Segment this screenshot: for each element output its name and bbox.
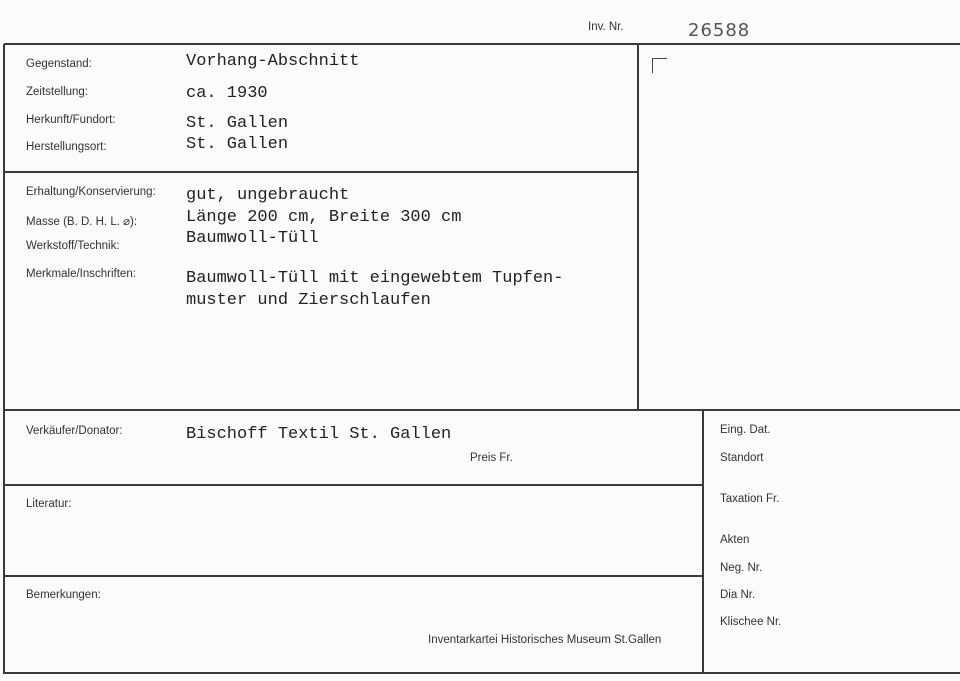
eing-dat-label: Eing. Dat.	[720, 424, 771, 436]
inv-number: 26588	[688, 20, 751, 41]
rule-top	[4, 43, 960, 45]
masse-value: Länge 200 cm, Breite 300 cm	[186, 208, 462, 227]
rule-verkaeufer-bottom	[4, 484, 703, 486]
merkmale-value-line2: muster und Zierschlaufen	[186, 291, 431, 310]
zeitstellung-label: Zeitstellung:	[26, 86, 89, 98]
rule-upper-right-divider	[637, 44, 639, 411]
literatur-label: Literatur:	[26, 498, 72, 510]
rule-upper-bottom	[4, 409, 960, 411]
rule-literatur-bottom	[4, 575, 703, 577]
rule-object-section	[4, 171, 638, 173]
klischee-nr-label: Klischee Nr.	[720, 616, 782, 628]
bemerkungen-label: Bemerkungen:	[26, 589, 101, 601]
herstellungsort-label: Herstellungsort:	[26, 141, 107, 153]
gegenstand-label: Gegenstand:	[26, 58, 92, 70]
gegenstand-value: Vorhang-Abschnitt	[186, 52, 360, 71]
herkunft-label: Herkunft/Fundort:	[26, 114, 116, 126]
erhaltung-value: gut, ungebraucht	[186, 186, 350, 205]
corner-mark-icon	[652, 58, 667, 73]
akten-label: Akten	[720, 534, 750, 546]
herkunft-value: St. Gallen	[186, 114, 289, 133]
masse-label: Masse (B. D. H. L. ⌀):	[26, 216, 138, 228]
verkaeufer-value: Bischoff Textil St. Gallen	[186, 425, 452, 444]
taxation-label: Taxation Fr.	[720, 493, 780, 505]
verkaeufer-label: Verkäufer/Donator:	[26, 425, 123, 437]
merkmale-value-line1: Baumwoll-Tüll mit eingewebtem Tupfen-	[186, 269, 564, 288]
merkmale-label: Merkmale/Inschriften:	[26, 268, 136, 280]
standort-label: Standort	[720, 452, 764, 464]
werkstoff-value: Baumwoll-Tüll	[186, 229, 319, 248]
preis-label: Preis Fr.	[470, 452, 513, 464]
rule-lower-right-divider	[702, 410, 704, 674]
werkstoff-label: Werkstoff/Technik:	[26, 240, 120, 252]
herstellungsort-value: St. Gallen	[186, 135, 289, 154]
dia-nr-label: Dia Nr.	[720, 589, 756, 601]
footer-imprint: Inventarkartei Historisches Museum St.Gallen	[428, 634, 662, 646]
rule-bottom	[4, 672, 960, 674]
rule-left-edge	[3, 44, 5, 674]
erhaltung-label: Erhaltung/Konservierung:	[26, 186, 156, 198]
zeitstellung-value: ca. 1930	[186, 84, 268, 103]
inv-nr-label: Inv. Nr.	[588, 21, 624, 33]
neg-nr-label: Neg. Nr.	[720, 562, 763, 574]
